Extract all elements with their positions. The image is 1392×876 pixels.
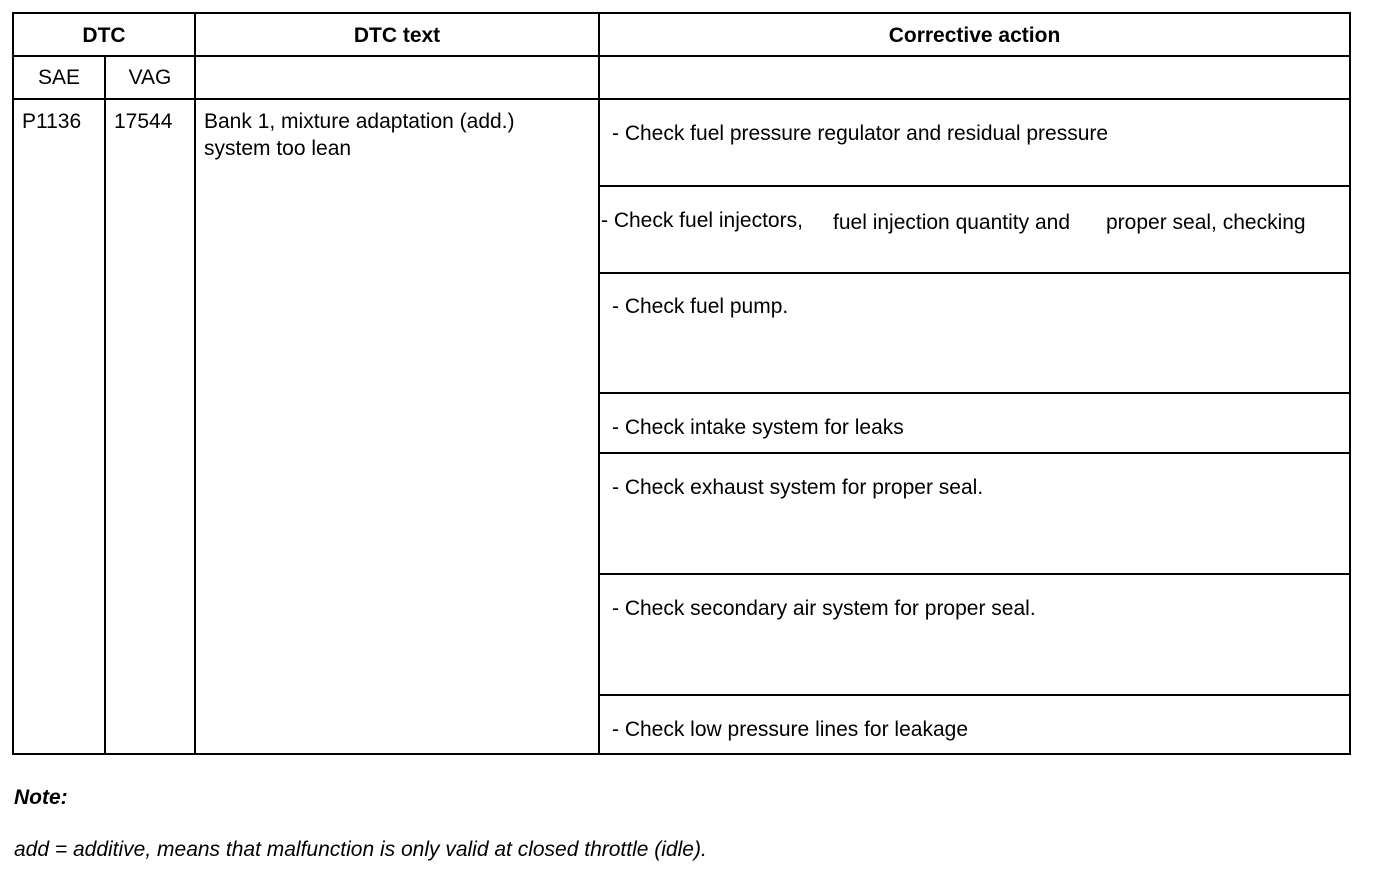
grid-line-action-1	[598, 185, 1351, 187]
action-fuel-pump: - Check fuel pump.	[612, 295, 789, 318]
header-sae: SAE	[37, 66, 81, 89]
action-intake-system: - Check intake system for leaks	[612, 416, 904, 439]
cell-sae-code: P1136	[22, 110, 82, 133]
grid-line-bottom	[12, 753, 1351, 755]
grid-line-header-bottom	[12, 98, 1351, 100]
grid-line-action-6	[598, 694, 1351, 696]
action-exhaust-system: - Check exhaust system for proper seal.	[612, 476, 984, 499]
grid-line-sae-vag	[104, 55, 106, 755]
action-fuel-injectors-part3: proper seal, checking	[1106, 211, 1306, 234]
grid-line-text-action	[598, 12, 600, 755]
grid-line-top	[12, 12, 1351, 14]
header-dtc-text: DTC text	[353, 24, 441, 47]
grid-line-right	[1349, 12, 1351, 755]
action-low-pressure-lines: - Check low pressure lines for leakage	[612, 718, 968, 741]
grid-line-left	[12, 12, 14, 755]
cell-vag-code: 17544	[114, 110, 173, 133]
header-corrective-action: Corrective action	[888, 24, 1061, 47]
action-fuel-pressure-regulator: - Check fuel pressure regulator and residual pressure	[612, 122, 1109, 145]
grid-line-action-2	[598, 272, 1351, 274]
header-vag: VAG	[128, 66, 172, 89]
grid-line-vag-text	[194, 12, 196, 755]
action-fuel-injectors-part2: fuel injection quantity and	[833, 211, 1070, 234]
grid-line-header-mid	[12, 55, 1351, 57]
grid-line-action-4	[598, 452, 1351, 454]
cell-dtc-text-line2: system too lean	[204, 137, 352, 160]
action-fuel-injectors-part1: - Check fuel injectors,	[601, 209, 803, 232]
action-secondary-air: - Check secondary air system for proper seal.	[612, 597, 1036, 620]
grid-line-action-3	[598, 392, 1351, 394]
grid-line-action-5	[598, 573, 1351, 575]
note-label: Note:	[14, 786, 68, 809]
cell-dtc-text-line1: Bank 1, mixture adaptation (add.)	[204, 110, 515, 133]
header-dtc: DTC	[82, 24, 126, 47]
note-text: add = additive, means that malfunction is only valid at closed throttle (idle).	[14, 838, 707, 861]
